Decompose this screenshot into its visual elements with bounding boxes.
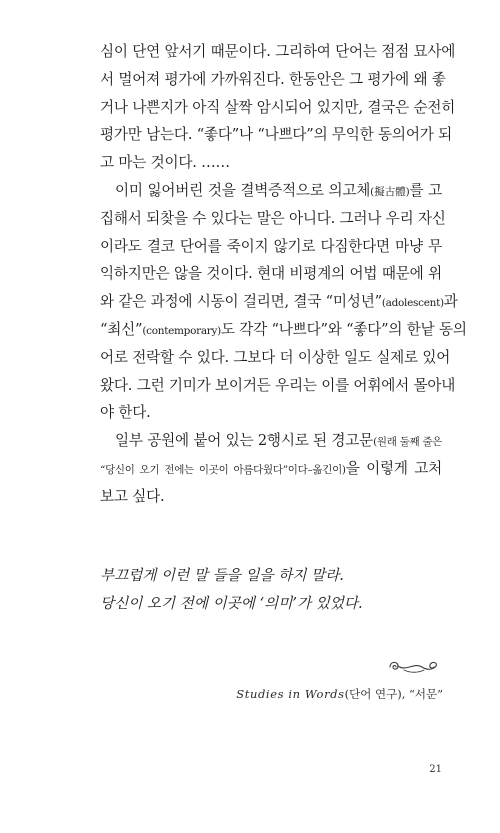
text-line [100,288,458,316]
source-title-en: Studies in Words [236,687,345,701]
text-line: 야 한다. [100,404,151,422]
poem-quote [100,562,442,618]
archaic-note: (擬古體) [370,185,410,198]
text-line: 심이 단연 앞서기 때문이다. 그리하여 단어는 점점 묘사에 [100,43,456,60]
text-line: 거나 나쁜지가 아직 살짝 암시되어 있지만, 결국은 순전히 [100,98,456,116]
text-line: 익하지만은 않을 것이다. 현대 비평계의 어법 때문에 위 [100,265,442,283]
body-text [100,38,467,511]
translator-note-end: “당신이 오기 전에는 이곳이 아름다웠다”이다–옮긴이) [100,463,346,476]
paragraph-1 [100,38,456,177]
text-segment: 도 각각 “나쁘다”와 “좋다”의 한낱 동의 [220,320,467,338]
text-line: 평가만 남는다. “좋다”나 “나쁘다”의 무익한 동의어가 되 [100,126,452,144]
text-line: 고 마는 것이다. …… [100,154,230,172]
text-segment: 이미 잃어버린 것을 결벽증적으로 의고체 [115,181,371,199]
text-segment: 일부 공원에 붙어 있는 2행시로 된 경고문 [115,432,374,450]
text-line: 서 멀어져 평가에 가까워진다. 한동안은 그 평가에 왜 좋 [100,70,446,88]
source-title-ko: (단어 연구), “서문” [344,687,443,701]
text-line: 집해서 되찾을 수 있다는 말은 아니다. 그러나 우리 자신 [100,209,446,227]
text-segment: “최신” [100,320,143,338]
paragraph-2 [100,177,467,427]
text-line: 이라도 결코 단어를 죽이지 않기로 다짐한다면 마냥 무 [100,237,442,255]
text-line: 보고 싶다. [100,487,165,505]
text-line: 왔다. 그런 기미가 보이거든 우리는 이를 어휘에서 몰아내 [100,376,456,394]
swirl-ornament-icon [384,656,444,678]
text-segment: 을 이렇게 고처 [345,459,442,477]
text-segment: 과 [443,293,458,311]
adolescent-note: (adolescent) [381,297,444,310]
translator-note-start: (원래 둘째 줄은 [373,436,443,449]
text-segment: 와 같은 과정에 시동이 걸리면, 결국 “미성년” [100,293,382,311]
paragraph-3 [100,427,442,510]
contemporary-note: (contemporary) [142,324,221,337]
text-segment: 를 고 [409,181,442,199]
source-attribution [236,686,443,702]
text-line: 어로 전락할 수 있다. 그보다 더 이상한 일도 실제로 있어 [100,348,451,366]
text-line [100,316,467,344]
text-line [100,427,442,455]
text-line [100,455,442,483]
text-line [100,177,442,205]
poem-line: 당신이 오기 전에 이곳에 ‘의미’가 있었다. [100,595,363,612]
page-number: 21 [429,764,442,775]
poem-line: 부끄럽게 이런 말 들을 일을 하지 말라. [100,567,344,584]
